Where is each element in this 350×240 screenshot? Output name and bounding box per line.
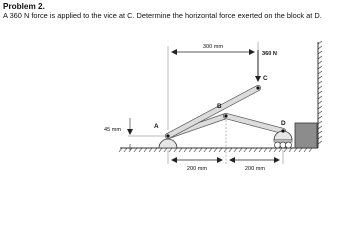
- dim-label-200mm-right: 200 mm: [244, 166, 266, 172]
- ground-hatch-mark: [229, 148, 232, 152]
- ground-hatch-mark: [209, 148, 212, 152]
- ground-hatch-mark: [194, 148, 197, 152]
- wall-hatch-mark: [318, 91, 322, 94]
- ground-hatch-mark: [279, 148, 282, 152]
- ground-hatch-mark: [214, 148, 217, 152]
- ground-hatch-mark: [179, 148, 182, 152]
- dim-label-200mm-left: 200 mm: [186, 166, 208, 172]
- wall-hatch-mark: [318, 126, 322, 129]
- right-wall: [318, 41, 322, 148]
- wall-hatch-mark: [318, 51, 322, 54]
- ground-hatch-mark: [249, 148, 252, 152]
- wall-hatch-mark: [318, 136, 322, 139]
- ground-hatch-mark: [204, 148, 207, 152]
- wall-hatch-mark: [318, 86, 322, 89]
- ground-hatch-mark: [159, 148, 162, 152]
- wall-hatch-mark: [318, 141, 322, 144]
- wall-hatch-mark: [318, 66, 322, 69]
- wall-hatch-mark: [318, 61, 322, 64]
- ground-hatch-mark: [274, 148, 277, 152]
- dimension-200mm-right: [230, 150, 283, 172]
- ground-hatch-mark: [124, 148, 127, 152]
- force-label: 360 N: [262, 51, 277, 57]
- dimension-300mm: [168, 42, 258, 130]
- link-ac-fill: [168, 88, 258, 136]
- ground-hatch-mark: [289, 148, 292, 152]
- ground-hatch-mark: [244, 148, 247, 152]
- ground-hatch-mark: [269, 148, 272, 152]
- point-label-d: D: [281, 120, 286, 127]
- wall-hatch-mark: [318, 121, 322, 124]
- ground-hatch-mark: [264, 148, 267, 152]
- ground-hatch-mark: [299, 148, 302, 152]
- wall-hatch-mark: [318, 96, 322, 99]
- ground-hatch-mark: [169, 148, 172, 152]
- wall-hatch-mark: [318, 56, 322, 59]
- ground-hatch-mark: [174, 148, 177, 152]
- wall-hatch-mark: [318, 46, 322, 49]
- ground-hatch-mark: [259, 148, 262, 152]
- pin-b: [224, 114, 227, 117]
- wall-hatch-mark: [318, 111, 322, 114]
- ground-hatch-mark: [239, 148, 242, 152]
- dim-label-45mm: 45 mm: [104, 127, 122, 133]
- block: [295, 123, 317, 148]
- ground-hatch-mark: [304, 148, 307, 152]
- ground-hatch-mark: [149, 148, 152, 152]
- wall-hatch-mark: [318, 41, 322, 44]
- ground-hatch-mark: [134, 148, 137, 152]
- ground-hatch-mark: [309, 148, 312, 152]
- wall-hatch-mark: [318, 71, 322, 74]
- link-bd-fill: [226, 116, 283, 131]
- ground-hatch-mark: [199, 148, 202, 152]
- problem-title: Problem 2.: [3, 2, 45, 11]
- ground-hatch-mark: [254, 148, 257, 152]
- ground-hatch-mark: [119, 148, 122, 152]
- ground-hatch-mark: [144, 148, 147, 152]
- ground-hatch-mark: [189, 148, 192, 152]
- ground-hatch-mark: [284, 148, 287, 152]
- wall-hatch-mark: [318, 76, 322, 79]
- ground-hatch-mark: [129, 148, 132, 152]
- point-label-a: A: [154, 123, 159, 130]
- ground-hatch-mark: [224, 148, 227, 152]
- ground-hatch-mark: [139, 148, 142, 152]
- ground: [119, 148, 318, 152]
- ground-hatch-mark: [154, 148, 157, 152]
- problem-statement: A 360 N force is applied to the vice at C. Determine the horizontal force exerted on the block at D.: [3, 11, 322, 20]
- wall-hatch-mark: [318, 116, 322, 119]
- pin-c: [256, 86, 259, 89]
- ground-hatch-mark: [164, 148, 167, 152]
- ground-hatch-mark: [184, 148, 187, 152]
- ground-hatch-mark: [294, 148, 297, 152]
- ground-hatch-mark: [219, 148, 222, 152]
- links: [168, 88, 283, 136]
- wall-hatch-mark: [318, 101, 322, 104]
- wall-hatch-mark: [318, 81, 322, 84]
- point-label-c: C: [263, 75, 268, 82]
- wall-hatch-mark: [318, 131, 322, 134]
- wall-hatch-mark: [318, 106, 322, 109]
- ground-hatch-mark: [234, 148, 237, 152]
- dim-label-300mm: 300 mm: [202, 44, 224, 50]
- point-label-b: B: [217, 103, 222, 110]
